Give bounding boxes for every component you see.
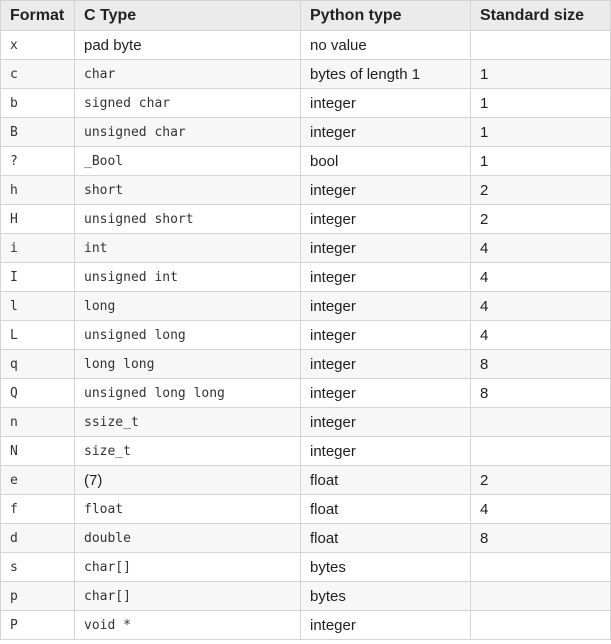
python-type-cell: no value bbox=[301, 31, 471, 60]
standard-size-cell bbox=[471, 553, 611, 582]
python-type-cell: integer bbox=[301, 408, 471, 437]
standard-size-cell bbox=[471, 31, 611, 60]
table-row bbox=[1, 147, 611, 176]
standard-size-cell: 8 bbox=[471, 379, 611, 408]
format-cell: s bbox=[1, 553, 75, 582]
python-type-cell: bytes bbox=[301, 582, 471, 611]
format-cell: B bbox=[1, 118, 75, 147]
standard-size-cell: 8 bbox=[471, 524, 611, 553]
format-cell: q bbox=[1, 350, 75, 379]
standard-size-cell: 1 bbox=[471, 60, 611, 89]
c-type-cell: unsigned long long bbox=[75, 379, 301, 408]
format-cell: L bbox=[1, 321, 75, 350]
table-row bbox=[1, 379, 611, 408]
c-type-cell: char[] bbox=[75, 553, 301, 582]
format-cell: e bbox=[1, 466, 75, 495]
standard-size-cell: 4 bbox=[471, 495, 611, 524]
table-row bbox=[1, 350, 611, 379]
c-type-cell: float bbox=[75, 495, 301, 524]
standard-size-cell bbox=[471, 611, 611, 640]
c-type-cell: double bbox=[75, 524, 301, 553]
python-type-cell: float bbox=[301, 495, 471, 524]
standard-size-cell: 4 bbox=[471, 263, 611, 292]
format-cell: p bbox=[1, 582, 75, 611]
c-type-cell: char bbox=[75, 60, 301, 89]
format-cell: l bbox=[1, 292, 75, 321]
table-row bbox=[1, 553, 611, 582]
format-cell: Q bbox=[1, 379, 75, 408]
standard-size-cell bbox=[471, 408, 611, 437]
header-c-type: C Type bbox=[75, 1, 301, 31]
python-type-cell: integer bbox=[301, 205, 471, 234]
table-row bbox=[1, 524, 611, 553]
table-row bbox=[1, 292, 611, 321]
format-cell: H bbox=[1, 205, 75, 234]
table-row bbox=[1, 321, 611, 350]
c-type-cell: unsigned int bbox=[75, 263, 301, 292]
python-type-cell: float bbox=[301, 524, 471, 553]
python-type-cell: integer bbox=[301, 437, 471, 466]
python-type-cell: bool bbox=[301, 147, 471, 176]
standard-size-cell: 2 bbox=[471, 466, 611, 495]
python-type-cell: integer bbox=[301, 263, 471, 292]
header-python-type: Python type bbox=[301, 1, 471, 31]
format-cell: ? bbox=[1, 147, 75, 176]
table-row bbox=[1, 205, 611, 234]
c-type-cell: short bbox=[75, 176, 301, 205]
standard-size-cell: 1 bbox=[471, 147, 611, 176]
python-type-cell: integer bbox=[301, 234, 471, 263]
table-row bbox=[1, 234, 611, 263]
python-type-cell: integer bbox=[301, 321, 471, 350]
format-cell: d bbox=[1, 524, 75, 553]
python-type-cell: integer bbox=[301, 292, 471, 321]
format-cell: c bbox=[1, 60, 75, 89]
c-type-cell: long long bbox=[75, 350, 301, 379]
format-cell: I bbox=[1, 263, 75, 292]
format-cell: i bbox=[1, 234, 75, 263]
format-cell: h bbox=[1, 176, 75, 205]
python-type-cell: bytes bbox=[301, 553, 471, 582]
c-type-cell: unsigned short bbox=[75, 205, 301, 234]
format-cell: P bbox=[1, 611, 75, 640]
standard-size-cell: 4 bbox=[471, 234, 611, 263]
standard-size-cell: 2 bbox=[471, 205, 611, 234]
standard-size-cell: 8 bbox=[471, 350, 611, 379]
python-type-cell: integer bbox=[301, 611, 471, 640]
header-format: Format bbox=[1, 1, 75, 31]
c-type-cell: pad byte bbox=[75, 31, 301, 60]
standard-size-cell: 4 bbox=[471, 292, 611, 321]
table-row bbox=[1, 118, 611, 147]
table-row bbox=[1, 31, 611, 60]
format-cell: f bbox=[1, 495, 75, 524]
table-row bbox=[1, 263, 611, 292]
format-cell: x bbox=[1, 31, 75, 60]
table-row bbox=[1, 495, 611, 524]
python-type-cell: integer bbox=[301, 176, 471, 205]
format-cell: N bbox=[1, 437, 75, 466]
header-standard-size: Standard size bbox=[471, 1, 611, 31]
table-row bbox=[1, 611, 611, 640]
c-type-cell: long bbox=[75, 292, 301, 321]
table-row bbox=[1, 466, 611, 495]
python-type-cell: float bbox=[301, 466, 471, 495]
c-type-cell: unsigned long bbox=[75, 321, 301, 350]
table-row bbox=[1, 437, 611, 466]
table-body bbox=[1, 31, 611, 640]
standard-size-cell bbox=[471, 582, 611, 611]
c-type-cell: void * bbox=[75, 611, 301, 640]
c-type-cell: _Bool bbox=[75, 147, 301, 176]
c-type-cell: (7) bbox=[75, 466, 301, 495]
table-row bbox=[1, 89, 611, 118]
table-row bbox=[1, 582, 611, 611]
c-type-cell: ssize_t bbox=[75, 408, 301, 437]
format-cell: b bbox=[1, 89, 75, 118]
standard-size-cell: 2 bbox=[471, 176, 611, 205]
standard-size-cell bbox=[471, 437, 611, 466]
c-type-cell: signed char bbox=[75, 89, 301, 118]
c-type-cell: int bbox=[75, 234, 301, 263]
standard-size-cell: 1 bbox=[471, 118, 611, 147]
table-row bbox=[1, 408, 611, 437]
python-type-cell: integer bbox=[301, 89, 471, 118]
python-type-cell: integer bbox=[301, 350, 471, 379]
python-type-cell: integer bbox=[301, 118, 471, 147]
standard-size-cell: 1 bbox=[471, 89, 611, 118]
c-type-cell: unsigned char bbox=[75, 118, 301, 147]
table-row bbox=[1, 176, 611, 205]
header-row bbox=[1, 1, 611, 31]
standard-size-cell: 4 bbox=[471, 321, 611, 350]
python-type-cell: integer bbox=[301, 379, 471, 408]
python-type-cell: bytes of length 1 bbox=[301, 60, 471, 89]
c-type-cell: char[] bbox=[75, 582, 301, 611]
c-type-cell: size_t bbox=[75, 437, 301, 466]
format-cell: n bbox=[1, 408, 75, 437]
table-row bbox=[1, 60, 611, 89]
